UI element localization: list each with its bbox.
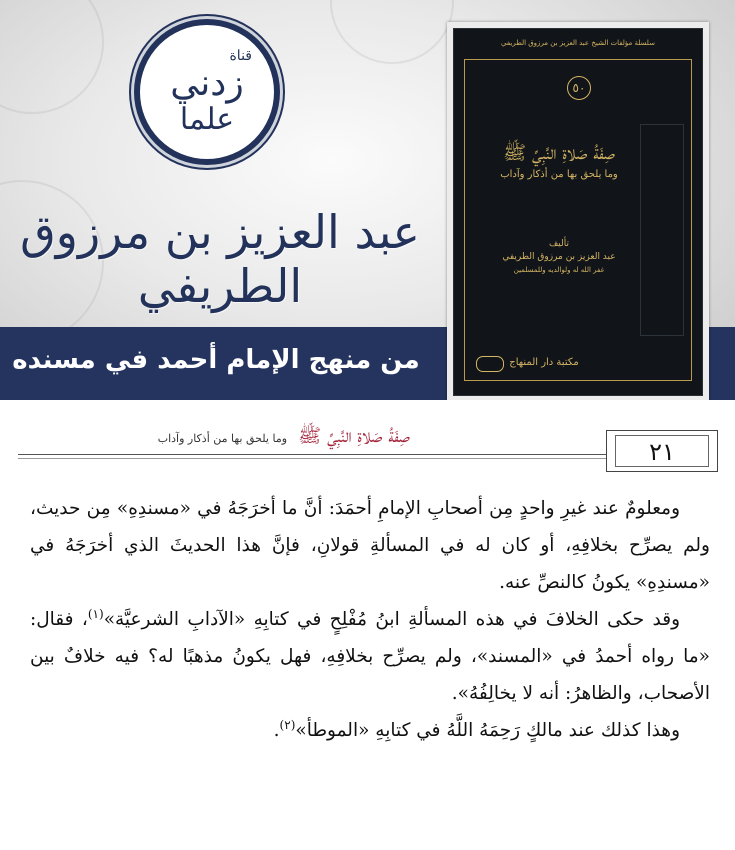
paragraph-3 — [30, 712, 710, 749]
author-name: عبد العزيز بن مرزوق الطريفي — [20, 205, 420, 313]
paragraph-3-text-a: وهذا كذلك عند مالكٍ رَحِمَهُ اللَّهُ في كتابِهِ «الموطأ» — [295, 720, 680, 741]
logo-line-1: زدني — [170, 62, 244, 104]
banner — [0, 0, 735, 400]
book-series: سلسلة مؤلفات الشيخ عبد العزيز بن مرزوق الطريفي — [501, 39, 655, 47]
paragraph-2 — [30, 601, 710, 712]
book-cover-face — [453, 28, 703, 396]
ornament-pattern — [330, 0, 454, 64]
running-head — [20, 424, 410, 452]
page-number-box — [606, 430, 718, 472]
lecture-title: من منهج الإمام أحمد في مسنده — [12, 345, 420, 375]
book-author-note: غفر الله له ولوالديه وللمسلمين — [513, 266, 605, 274]
book-cover — [447, 22, 709, 400]
book-subtitle: وما يلحق بها من أذكار وآداب — [500, 169, 618, 180]
paragraph-1: ومعلومٌ عند غيرِ واحدٍ مِن أصحابِ الإمامِ أحمَدَ: أنَّ ما أخرَجَهُ في «مسندِهِ» مِن حديث، ولم يصرِّح بخلافِهِ، أو كان له في المسألةِ قولانِ، فإنَّ هذا الحديثَ الذي أخرَجَهُ في «مسندِهِ» يكونُ كالنصِّ عنه. — [30, 498, 710, 593]
book-title: صِفَةُ صَلاةِ النَّبِيِّ ﷺ — [503, 142, 615, 164]
channel-logo — [140, 25, 274, 159]
logo-small-text: قناة — [229, 47, 252, 64]
book-decor-panel — [640, 124, 684, 336]
book-author-label: تأليف — [548, 239, 570, 249]
book-author: عبد العزيز بن مرزوق الطريفي — [502, 252, 616, 262]
page-number: ٢١ — [615, 435, 709, 467]
book-publisher: مكتبة دار المنهاج — [509, 357, 579, 368]
ornament-pattern — [0, 0, 104, 114]
logo-line-2: علما — [179, 102, 235, 138]
paragraph-2-text-a: وقد حكى الخلافَ في هذه المسألةِ ابنُ مُفْلِحٍ في كتابِهِ «الآدابِ الشرعيَّة» — [103, 609, 680, 630]
paragraph-3-text-b: . — [273, 720, 280, 741]
footnote-ref-1: (١) — [87, 606, 104, 621]
footnote-ref-2: (٢) — [279, 717, 296, 732]
book-number: ٥٠ — [567, 76, 591, 100]
page-body — [30, 490, 710, 749]
page-header — [0, 410, 735, 480]
running-subtitle: وما يلحق بها من أذكار وآداب — [157, 432, 288, 445]
paragraph-2-text-b: ، فقال: «ما رواه أحمدُ في «المسند»، ولم يصرِّح بخلافِهِ، فهل يكونُ مذهبًا له؟ فيه خلافٌ بين الأصحاب، والظاهرُ: أنه لا يخالِفُهُ». — [30, 609, 710, 704]
running-title: صِفَةُ صَلاةِ النَّبِيِّ ﷺ — [298, 425, 410, 447]
